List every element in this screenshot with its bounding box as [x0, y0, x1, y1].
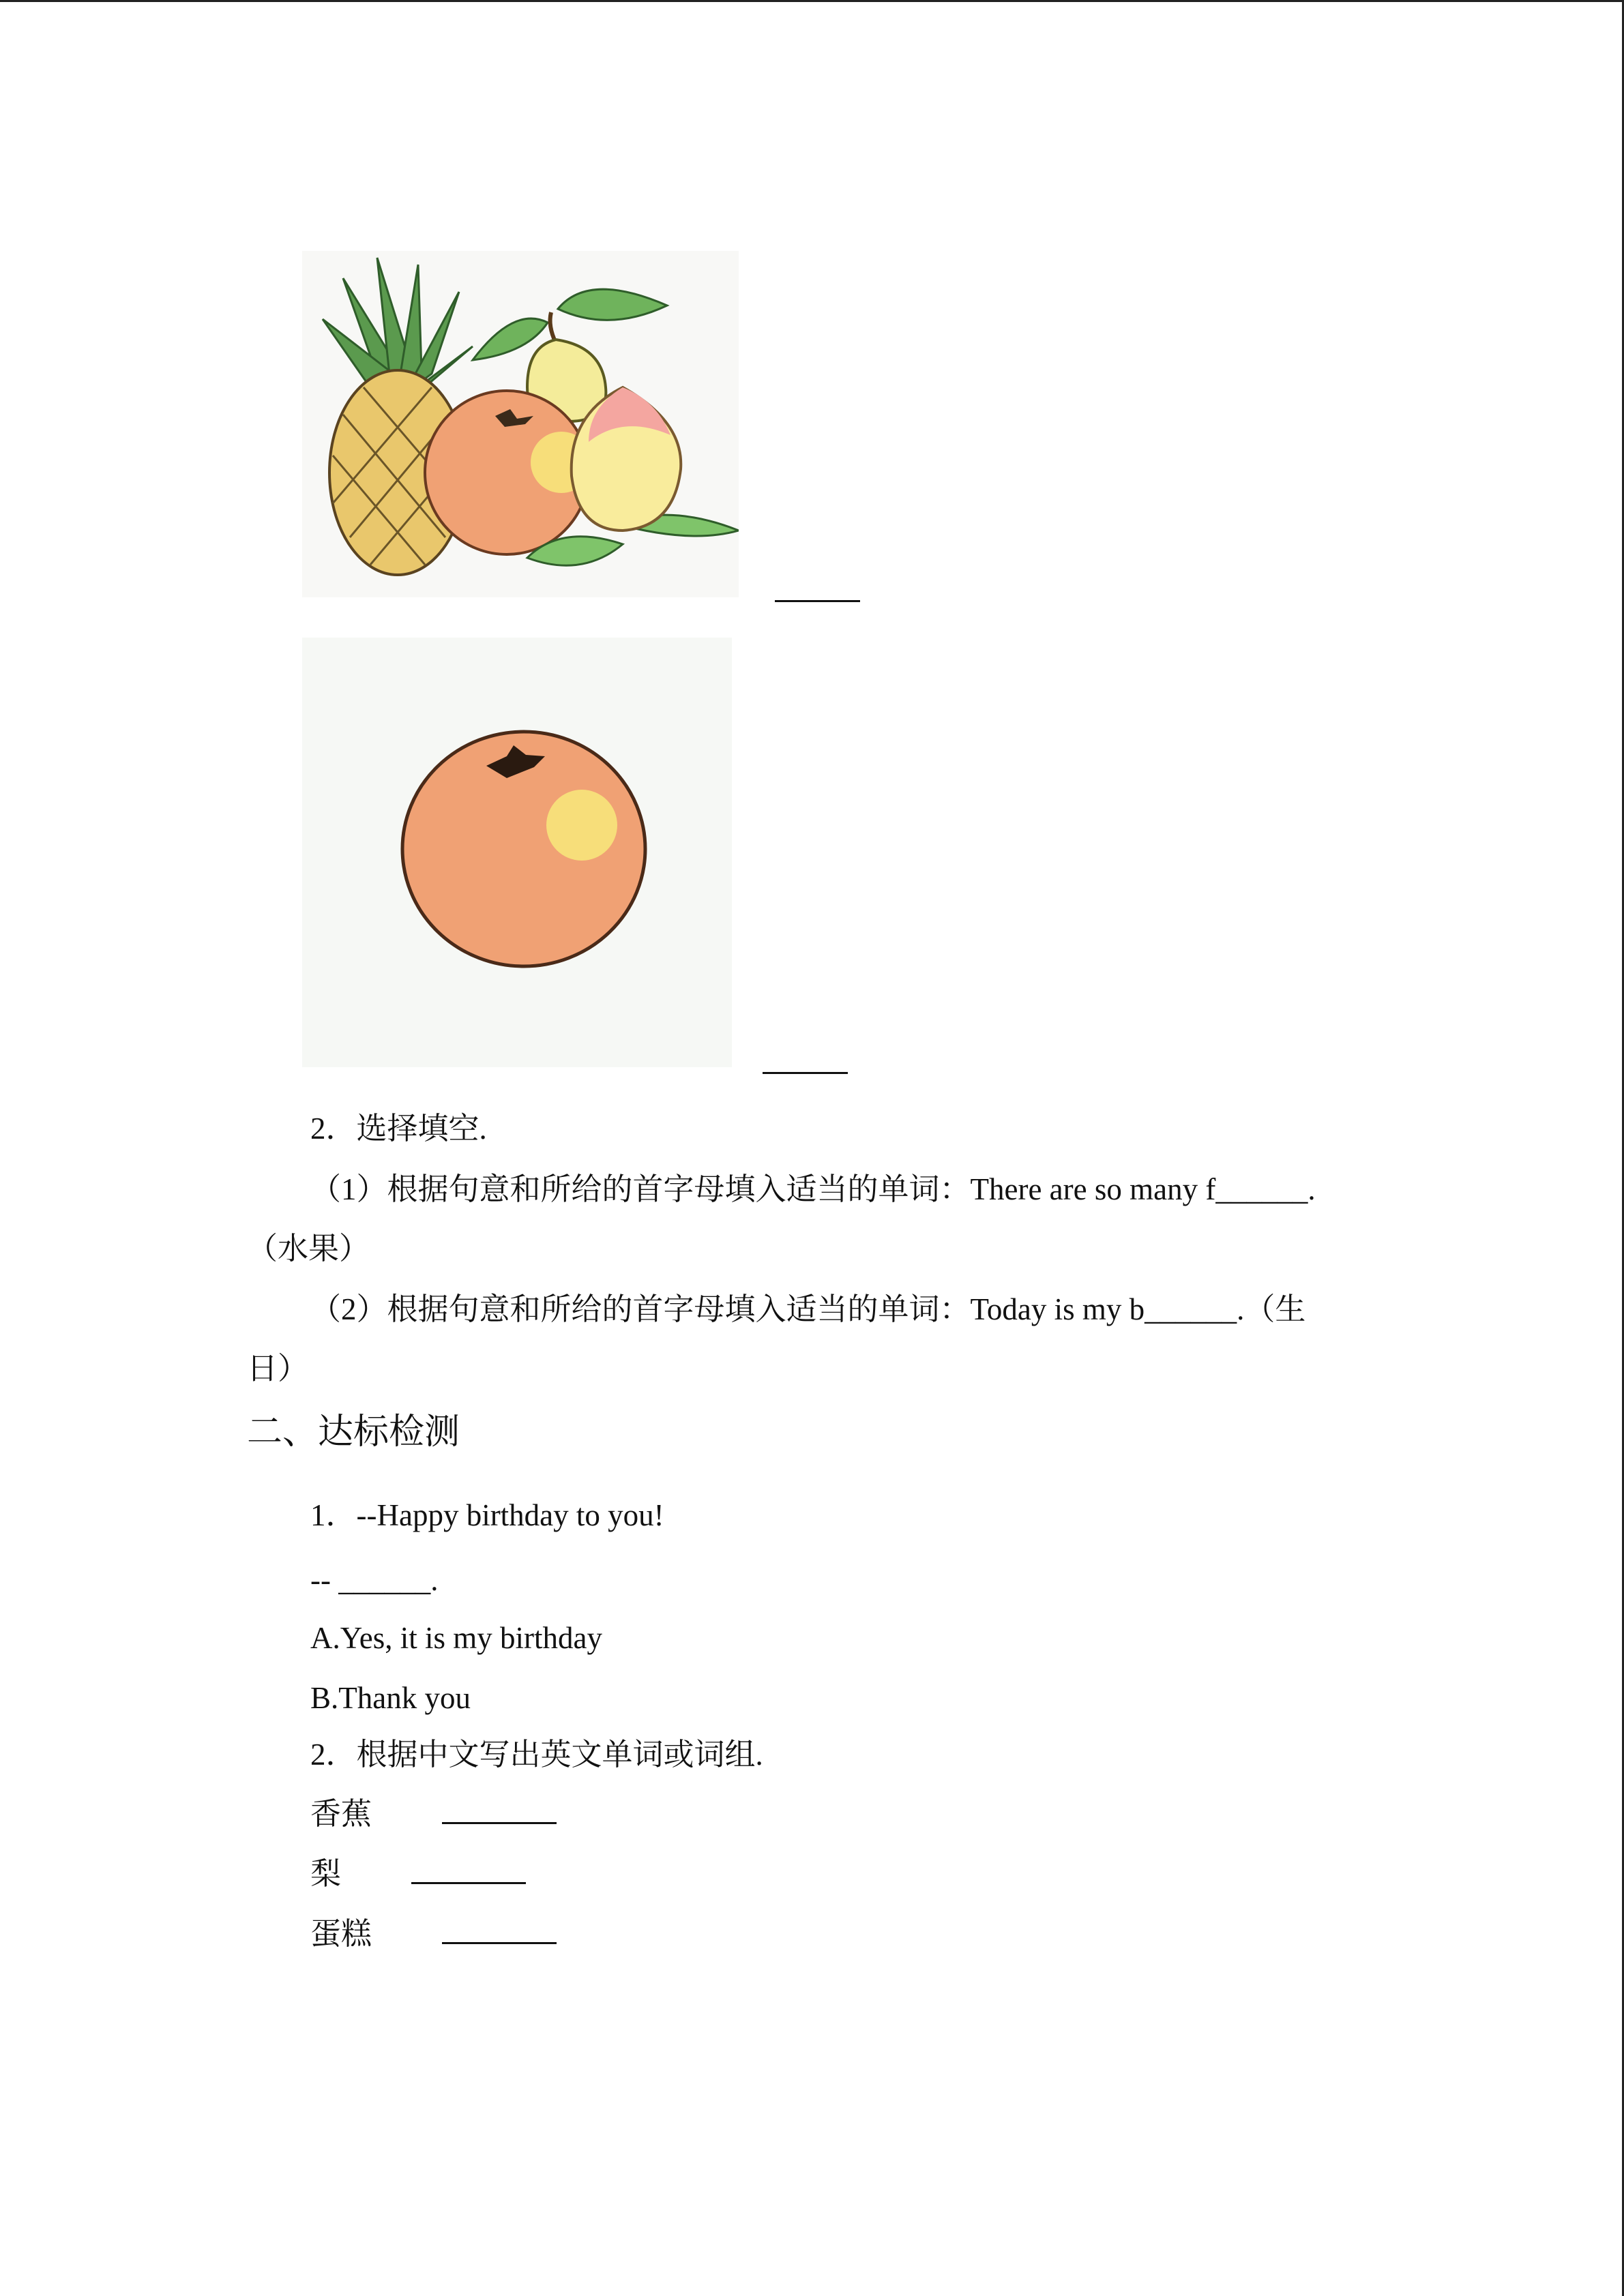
orange-image — [302, 638, 732, 1067]
word-row-cake — [310, 1913, 557, 1954]
question-2-item-1-hint: （水果） — [247, 1232, 370, 1266]
option-b: B.Thank you — [310, 1681, 471, 1715]
question-2-item-2-hint: 日） — [247, 1352, 309, 1386]
section-heading: 二、达标检测 — [247, 1413, 460, 1452]
word-row-pear — [310, 1853, 526, 1894]
word-row-banana — [310, 1793, 557, 1834]
test-question-1-reply: -- ______. — [310, 1563, 439, 1597]
fruit-group-image — [302, 251, 739, 597]
question-2-title: 2．选择填空. — [310, 1112, 487, 1146]
option-a: A.Yes, it is my birthday — [310, 1621, 602, 1655]
answer-blank-1[interactable] — [775, 600, 860, 602]
word-cake-blank[interactable] — [442, 1915, 557, 1944]
word-banana: 香蕉 — [310, 1797, 372, 1831]
question-2-item-1: （1）根据句意和所给的首字母填入适当的单词：There are so many f______. — [310, 1172, 1316, 1206]
answer-blank-2[interactable] — [763, 1072, 848, 1074]
test-question-1: 1．--Happy birthday to you! — [310, 1498, 664, 1532]
question-2-item-2: （2）根据句意和所给的首字母填入适当的单词：Today is my b______.（生 — [310, 1292, 1306, 1326]
test-question-2: 2．根据中文写出英文单词或词组. — [310, 1738, 763, 1772]
word-pear: 梨 — [310, 1857, 342, 1891]
word-cake: 蛋糕 — [310, 1917, 372, 1951]
page-top-border — [0, 0, 1624, 2]
word-banana-blank[interactable] — [442, 1795, 557, 1824]
word-pear-blank[interactable] — [411, 1855, 526, 1884]
